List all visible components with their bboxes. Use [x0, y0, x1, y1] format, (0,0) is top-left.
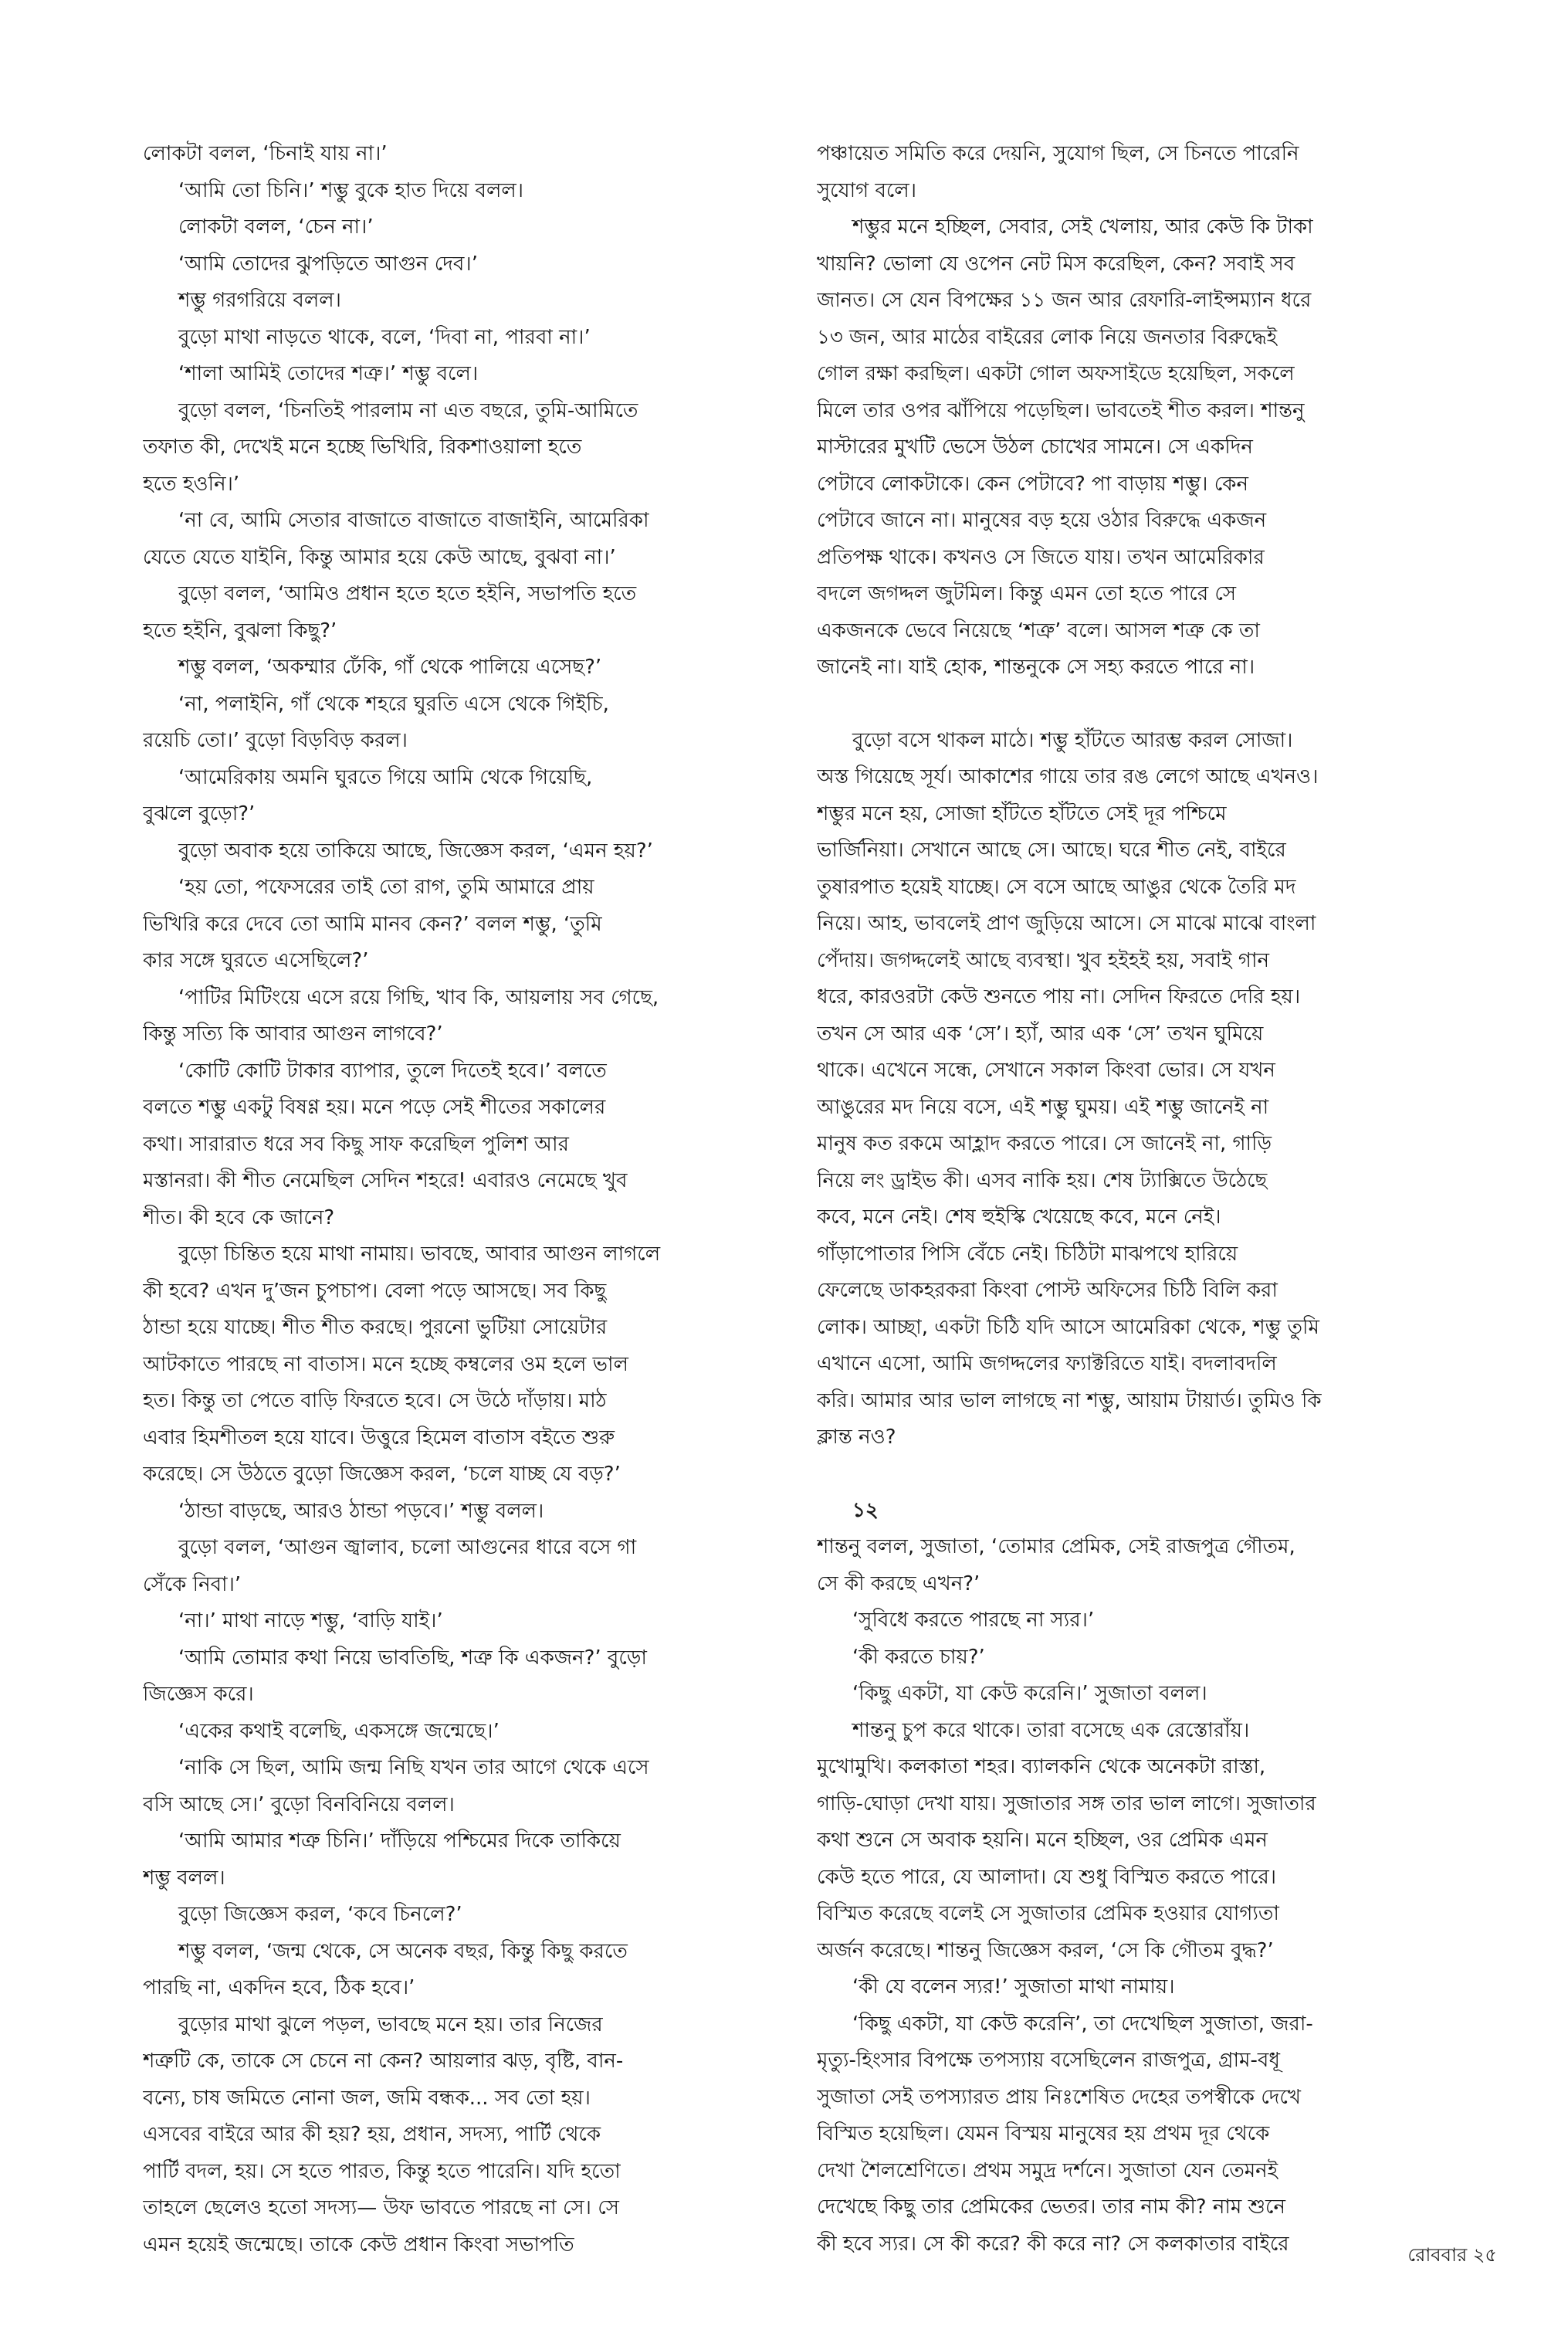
page-footer: রোববার ২৫ [1407, 2244, 1497, 2266]
line: শম্ভু বলল, ‘জন্ম থেকে, সে অনেক বছর, কিন্তু কিছু করতে [178, 1939, 628, 1963]
line: তখন সে আর এক ‘সে’। হ্যাঁ, আর এক ‘সে’ তখন ঘুমিয়ে [817, 1022, 1264, 1046]
line: বুড়ো বলল, ‘চিনতিই পারলাম না এত বছরে, তুমি-আমিতে [178, 398, 638, 422]
line: মিলে তার ওপর ঝাঁপিয়ে পড়েছিল। ভাবতেই শীত করল। শান্তনু [817, 398, 1305, 422]
line: ‘আমি তোমার কথা নিয়ে ভাবতিছি, শত্রু কি একজন?’ বুড়ো [178, 1646, 647, 1670]
line: পেটাবে জানে না। মানুষের বড় হয়ে ওঠার বিরুদ্ধে একজন [817, 509, 1267, 532]
line: ‘একের কথাই বলেছি, একসঙ্গে জন্মেছে।’ [178, 1719, 500, 1743]
line: পারছি না, একদিন হবে, ঠিক হবে।’ [143, 1976, 415, 1999]
line: বুড়ো বলল, ‘আগুন জ্বালাব, চলো আগুনের ধারে বসে গা [178, 1536, 637, 1559]
line: পঞ্চায়েত সমিতি করে দেয়নি, সুযোগ ছিল, সে চিনতে পারেনি [817, 142, 1299, 165]
line: বন্যে, চাষ জমিতে নোনা জল, জমি বন্ধক... সব তো হয়। [143, 2086, 591, 2110]
line: ‘না বে, আমি সেতার বাজাতে বাজাতে বাজাইনি, আমেরিকা [178, 509, 649, 532]
line: ‘কী করতে চায়?’ [852, 1645, 985, 1669]
left-column [143, 136, 822, 2263]
line: বুড়ো বলল, ‘আমিও প্রধান হতে হতে হইনি, সভাপতি হতে [178, 582, 637, 605]
line: ক্লান্ত নও? [817, 1426, 896, 1449]
line: শম্ভু গরগরিয়ে বলল। [178, 289, 341, 312]
line: ‘নাকি সে ছিল, আমি জন্ম নিছি যখন তার আগে থেকে এসে [178, 1756, 649, 1779]
line: বুড়ো বসে থাকল মাঠে। শম্ভু হাঁটতে আরম্ভ করল সোজা। [852, 728, 1293, 752]
line: ‘হয় তো, পফেসরের তাই তো রাগ, তুমি আমারে প্রায় [178, 876, 594, 899]
line: মুখোমুখি। কলকাতা শহর। ব্যালকনি থেকে অনেকটা রাস্তা, [817, 1755, 1266, 1778]
line: কী হবে স্যর। সে কী করে? কী করে না? সে কলকাতার বাইরে [817, 2232, 1289, 2256]
line: ‘সুবিধে করতে পারছে না স্যর।’ [852, 1609, 1095, 1632]
line: বিস্মিত হয়েছিল। যেমন বিস্ময় মানুষের হয় প্রথম দূর থেকে [817, 2122, 1270, 2145]
line: মানুষ কত রকমে আহ্লাদ করতে পারে। সে জানেই না, গাড়ি [817, 1132, 1272, 1155]
line: ‘আমেরিকায় অমনি ঘুরতে গিয়ে আমি থেকে গিয়েছি, [178, 765, 593, 789]
line: ‘আমি আমার শত্রু চিনি।’ দাঁড়িয়ে পশ্চিমের দিকে তাকিয়ে [178, 1829, 621, 1853]
line: সুজাতা সেই তপস্যারত প্রায় নিঃশেষিত দেহের তপস্বীকে দেখে [817, 2085, 1301, 2109]
line: বুড়ো চিন্তিত হয়ে মাথা নামায়। ভাবছে, আবার আগুন লাগলে [178, 1243, 661, 1266]
line: কী হবে? এখন দু’জন চুপচাপ। বেলা পড়ে আসছে। সব কিছু [143, 1279, 607, 1303]
line: গাঁড়াপোতার পিসি বেঁচে নেই। চিঠিটা মাঝপথে হারিয়ে [817, 1242, 1238, 1266]
line: হতে হইনি, বুঝলা কিছু?’ [143, 619, 337, 643]
line: শম্ভুর মনে হচ্ছিল, সেবার, সেই খেলায়, আর কেউ কি টাকা [852, 215, 1313, 239]
line: অর্জন করেছে। শান্তনু জিজ্ঞেস করল, ‘সে কি গৌতম বুদ্ধ?’ [817, 1938, 1274, 1962]
line: মাস্টারের মুখটি ভেসে উঠল চোখের সামনে। সে একদিন [817, 436, 1253, 459]
line: বুড়ো মাথা নাড়তে থাকে, বলে, ‘দিবা না, পারবা না।’ [178, 325, 591, 349]
line: ‘না, পলাইনি, গাঁ থেকে শহরে ঘুরতি এসে থেকে গিইচি, [178, 692, 609, 716]
line: একজনকে ভেবে নিয়েছে ‘শত্রু’ বলে। আসল শত্রু কে তা [817, 619, 1260, 643]
line: রয়েচি তো।’ বুড়ো বিড়বিড় করল। [143, 729, 408, 752]
line: বুড়ো অবাক হয়ে তাকিয়ে আছে, জিজ্ঞেস করল, ‘এমন হয়?’ [178, 839, 653, 863]
line: ‘কিছু একটা, যা কেউ করেনি।’ সুজাতা বলল। [852, 1682, 1207, 1705]
line: এসবের বাইরে আর কী হয়? হয়, প্রধান, সদস্য, পার্টি থেকে [143, 2123, 601, 2146]
line: দেখা শৈলশ্রেণিতে। প্রথম সমুদ্র দর্শনে। সুজাতা যেন তেমনই [817, 2158, 1278, 2182]
line: খায়নি? ভোলা যে ওপেন নেট মিস করেছিল, কেন? সবাই সব [817, 252, 1295, 276]
line: ‘শালা আমিই তোদের শত্রু।’ শম্ভু বলে। [178, 362, 479, 385]
line: জানেই না। যাই হোক, শান্তনুকে সে সহ্য করতে পারে না। [817, 656, 1255, 679]
line: নিয়ে লং ড্রাইভ কী। এসব নাকি হয়। শেষ ট্যাক্সিতে উঠেছে [817, 1168, 1268, 1192]
line: বুঝলে বুড়ো?’ [143, 802, 256, 826]
line: ১৩ জন, আর মাঠের বাইরের লোক নিয়ে জনতার বিরুদ্ধেই [817, 325, 1278, 349]
line: নিয়ে। আহ, ভাবলেই প্রাণ জুড়িয়ে আসে। সে মাঝে মাঝে বাংলা [817, 912, 1316, 935]
line: তাহলে ছেলেও হতো সদস্য— উফ ভাবতে পারছে না সে। সে [143, 2196, 619, 2219]
line: ভিখিরি করে দেবে তো আমি মানব কেন?’ বলল শম্ভু, ‘তুমি [143, 912, 602, 936]
line: হতে হওনি।’ [143, 472, 240, 496]
line: ‘কিছু একটা, যা কেউ করেনি’, তা দেখেছিল সুজাতা, জরা- [852, 2012, 1313, 2036]
line: ‘না।’ মাথা নাড়ে শম্ভু, ‘বাড়ি যাই।’ [178, 1609, 443, 1633]
line: ভার্জিনিয়া। সেখানে আছে সে। আছে। ঘরে শীত নেই, বাইরে [817, 839, 1286, 862]
line: কেউ হতে পারে, যে আলাদা। যে শুধু বিস্মিত করতে পারে। [817, 1865, 1277, 1889]
right-column [817, 136, 1504, 2263]
paragraph-gap [817, 687, 1504, 723]
line: এমন হয়েই জন্মেছে। তাকে কেউ প্রধান কিংবা সভাপতি [143, 2233, 574, 2256]
line: জিজ্ঞেস করে। [143, 1683, 254, 1706]
line: এখানে এসো, আমি জগদ্দলের ফ্যাক্টরিতে যাই। বদলাবদলি [817, 1352, 1277, 1375]
line: ‘আমি তোদের ঝুপড়িতে আগুন দেব।’ [178, 252, 478, 276]
line: জানত। সে যেন বিপক্ষের ১১ জন আর রেফারি-লাইন্সম্যান ধরে [817, 289, 1312, 312]
line: লোকটা বলল, ‘চেন না।’ [178, 215, 374, 239]
line: আটকাতে পারছে না বাতাস। মনে হচ্ছে কম্বলের ওম হলে ভাল [143, 1352, 628, 1376]
line: হত। কিন্তু তা পেতে বাড়ি ফিরতে হবে। সে উঠে দাঁড়ায়। মাঠ [143, 1389, 607, 1412]
line: পেঁদায়। জগদ্দলেই আছে ব্যবস্থা। খুব হইহই হয়, সবাই গান [817, 948, 1270, 972]
line: ঠান্ডা হয়ে যাচ্ছে। শীত শীত করছে। পুরনো ভুটিয়া সোয়েটার [143, 1316, 608, 1339]
line: ফেলেছে ডাকহরকরা কিংবা পোস্ট অফিসের চিঠি বিলি করা [817, 1279, 1278, 1302]
line: শম্ভুর মনে হয়, সোজা হাঁটতে হাঁটতে সেই দূর পশ্চিমে [817, 802, 1227, 826]
paragraph-gap [817, 1456, 1504, 1493]
line: কথা। সারারাত ধরে সব কিছু সাফ করেছিল পুলিশ আর [143, 1132, 569, 1156]
line: ‘কোটি কোটি টাকার ব্যাপার, তুলে দিতেই হবে।’ বলতে [178, 1059, 607, 1083]
line: লোকটা বলল, ‘চিনাই যায় না।’ [143, 142, 388, 165]
line: প্রতিপক্ষ থাকে। কখনও সে জিতে যায়। তখন আমেরিকার [817, 545, 1265, 569]
line: তফাত কী, দেখেই মনে হচ্ছে ভিখিরি, রিকশাওয়ালা হতে [143, 436, 582, 459]
line: শান্তনু চুপ করে থাকে। তারা বসেছে এক রেস্তোরাঁয়। [852, 1718, 1250, 1742]
line: ‘পাটির মিটিংয়ে এসে রয়ে গিছি, খাব কি, আয়লায় সব গেছে, [178, 985, 659, 1009]
line: আঙুরের মদ নিয়ে বসে, এই শম্ভু ঘুময়। এই শম্ভু জানেই না [817, 1095, 1269, 1119]
line: বুড়ো জিজ্ঞেস করল, ‘কবে চিনলে?’ [178, 1903, 462, 1926]
line: শত্রুটি কে, তাকে সে চেনে না কেন? আয়লার ঝড়, বৃষ্টি, বান- [143, 2050, 624, 2073]
line: গোল রক্ষা করছিল। একটা গোল অফসাইডে হয়েছিল, সকলে [817, 362, 1295, 385]
line: লোক। আচ্ছা, একটা চিঠি যদি আসে আমেরিকা থেকে, শম্ভু তুমি [817, 1315, 1319, 1339]
line: গাড়ি-ঘোড়া দেখা যায়। সুজাতার সঙ্গ তার ভাল লাগে। সুজাতার [817, 1792, 1316, 1816]
line: করেছে। সে উঠতে বুড়ো জিজ্ঞেস করল, ‘চলে যাচ্ছ যে বড়?’ [143, 1463, 621, 1486]
line: সে কী করছে এখন?’ [817, 1572, 980, 1595]
line: বুড়োর মাথা ঝুলে পড়ল, ভাবছে মনে হয়। তার নিজের [178, 2012, 603, 2036]
line: কবে, মনে নেই। শেষ হুইস্কি খেয়েছে কবে, মনে নেই। [817, 1205, 1221, 1229]
line: বসি আছে সে।’ বুড়ো বিনবিনিয়ে বলল। [143, 1792, 455, 1816]
line: পেটাবে লোকটাকে। কেন পেটাবে? পা বাড়ায় শম্ভু। কেন [817, 472, 1248, 496]
line: ধরে, কারওরটা কেউ শুনতে পায় না। সেদিন ফিরতে দেরি হয়। [817, 985, 1301, 1009]
line: অস্ত গিয়েছে সূর্য। আকাশের গায়ে তার রঙ লেগে আছে এখনও। [817, 765, 1319, 788]
line: যেতে যেতে যাইনি, কিন্তু আমার হয়ে কেউ আছে, বুঝবা না।’ [143, 545, 616, 569]
line: বলতে শম্ভু একটু বিষণ্ণ হয়। মনে পড়ে সেই শীতের সকালের [143, 1096, 606, 1119]
line: শম্ভু বলল। [143, 1866, 225, 1890]
line: ‘ঠান্ডা বাড়ছে, আরও ঠান্ডা পড়বে।’ শম্ভু বলল। [178, 1499, 544, 1523]
line: মস্তানরা। কী শীত নেমেছিল সেদিন শহরে! এবারও নেমেছে খুব [143, 1169, 628, 1192]
line: বিস্মিত করেছে বলেই সে সুজাতার প্রেমিক হওয়ার যোগ্যতা [817, 1902, 1279, 1925]
line: পার্টি বদল, হয়। সে হতে পারত, কিন্তু হতে পারেনি। যদি হতো [143, 2159, 621, 2183]
line: সুযোগ বলে। [817, 178, 917, 202]
line: মৃত্যু-হিংসার বিপক্ষে তপস্যায় বসেছিলেন রাজপুত্র, গ্রাম-বধূ [817, 2049, 1280, 2072]
line: শম্ভু বলল, ‘অকম্মার ঢেঁকি, গাঁ থেকে পালিয়ে এসেছ?’ [178, 656, 602, 679]
line: কিন্তু সত্যি কি আবার আগুন লাগবে?’ [143, 1022, 443, 1046]
line: এবার হিমশীতল হয়ে যাবে। উত্তুরে হিমেল বাতাস বইতে শুরু [143, 1426, 615, 1450]
line: বদলে জগদ্দল জুটমিল। কিন্তু এমন তো হতে পারে সে [817, 582, 1237, 605]
line: ‘কী যে বলেন স্যর!’ সুজাতা মাথা নামায়। [852, 1975, 1175, 1999]
line: থাকে। এখেনে সন্ধে, সেখানে সকাল কিংবা ভোর। সে যখন [817, 1059, 1275, 1082]
line: কথা শুনে সে অবাক হয়নি। মনে হচ্ছিল, ওর প্রেমিক এমন [817, 1829, 1268, 1852]
line: ‘আমি তো চিনি।’ শম্ভু বুকে হাত দিয়ে বলল। [178, 178, 524, 202]
line: তুষারপাত হয়েই যাচ্ছে। সে বসে আছে আঙুর থেকে তৈরি মদ [817, 875, 1296, 899]
line: কার সঙ্গে ঘুরতে এসেছিলে?’ [143, 949, 369, 972]
line: সেঁকে নিবা।’ [143, 1572, 242, 1596]
section-number: ১২ [852, 1498, 879, 1522]
line: করি। আমার আর ভাল লাগছে না শম্ভু, আয়াম টায়ার্ড। তুমিও কি [817, 1388, 1322, 1412]
line: শীত। কী হবে কে জানে? [143, 1205, 335, 1229]
line: দেখেছে কিছু তার প্রেমিকের ভেতর। তার নাম কী? নাম শুনে [817, 2195, 1285, 2219]
line: শান্তনু বলল, সুজাতা, ‘তোমার প্রেমিক, সেই রাজপুত্র গৌতম, [817, 1535, 1295, 1558]
